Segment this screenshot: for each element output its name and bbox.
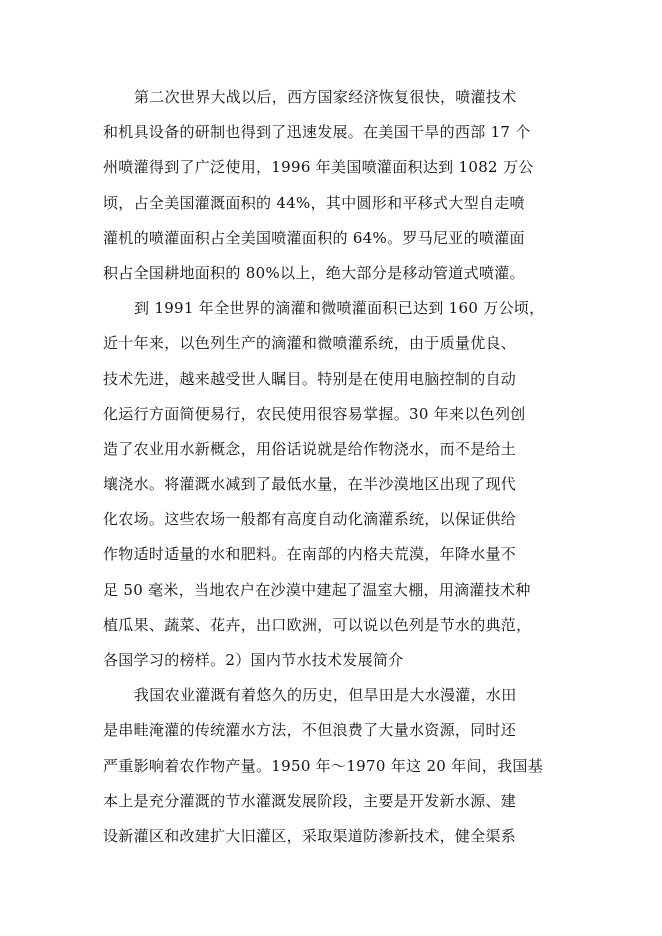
paragraph-drip-irrigation-israel [103,291,553,678]
text-line: 是串畦淹灌的传统灌水方法，不但浪费了大量水资源，同时还 [103,721,517,740]
text-line: 植瓜果、蔬菜、花卉，出口欧洲，可以说以色列是节水的典范， [103,615,532,634]
text-line: 顷，占全美国灌溉面积的 44%，其中圆形和平移式大型自走喷 [103,193,525,212]
text-line: 设新灌区和改建扩大旧灌区，采取渠道防渗新技术，健全渠系 [103,826,517,845]
text-line: 化运行方面简便易行，农民使用很容易掌握。30 年来以色列创 [103,404,526,423]
text-line: 到 1991 年全世界的滴灌和微喷灌面积已达到 160 万公顷， [134,299,545,318]
paragraph-postwar-sprinkler [103,80,553,291]
text-line: 作物适时适量的水和肥料。在南部的内格夫荒漠，年降水量不 [103,545,517,564]
text-line: 积占全国耕地面积的 80%以上，绝大部分是移动管道式喷灌。 [103,263,525,282]
body-text [103,80,553,854]
text-line: 严重影响着农作物产量。1950 年～1970 年这 20 年间，我国基 [103,756,544,775]
text-line: 本上是充分灌溉的节水灌溉发展阶段，主要是开发新水源、建 [103,791,517,810]
text-line: 我国农业灌溉有着悠久的历史，但旱田是大水漫灌，水田 [134,686,517,705]
text-line: 造了农业用水新概念，用俗话说就是给作物浇水，而不是给土 [103,439,517,458]
text-line: 足 50 毫米，当地农户在沙漠中建起了温室大棚，用滴灌技术种 [103,580,531,599]
text-line: 化农场。这些农场一般都有高度自动化滴灌系统，以保证供给 [103,510,517,529]
text-line: 州喷灌得到了广泛使用，1996 年美国喷灌面积达到 1082 万公 [103,158,534,177]
text-line: 各国学习的榜样。2）国内节水技术发展简介 [103,651,404,669]
text-line: 灌机的喷灌面积占全美国喷灌面积的 64%。罗马尼亚的喷灌面 [103,228,525,247]
text-line: 和机具设备的研制也得到了迅速发展。在美国干旱的西部 17 个 [103,123,531,142]
text-line: 壤浇水。将灌溉水减到了最低水量，在半沙漠地区出现了现代 [103,475,517,494]
text-line: 近十年来，以色列生产的滴灌和微喷灌系统，由于质量优良、 [103,334,517,353]
text-line: 技术先进，越来越受世人瞩目。特别是在使用电脑控制的自动 [103,369,517,388]
paragraph-china-irrigation-history [103,678,553,854]
text-line: 第二次世界大战以后，西方国家经济恢复很快，喷灌技术 [134,88,517,106]
